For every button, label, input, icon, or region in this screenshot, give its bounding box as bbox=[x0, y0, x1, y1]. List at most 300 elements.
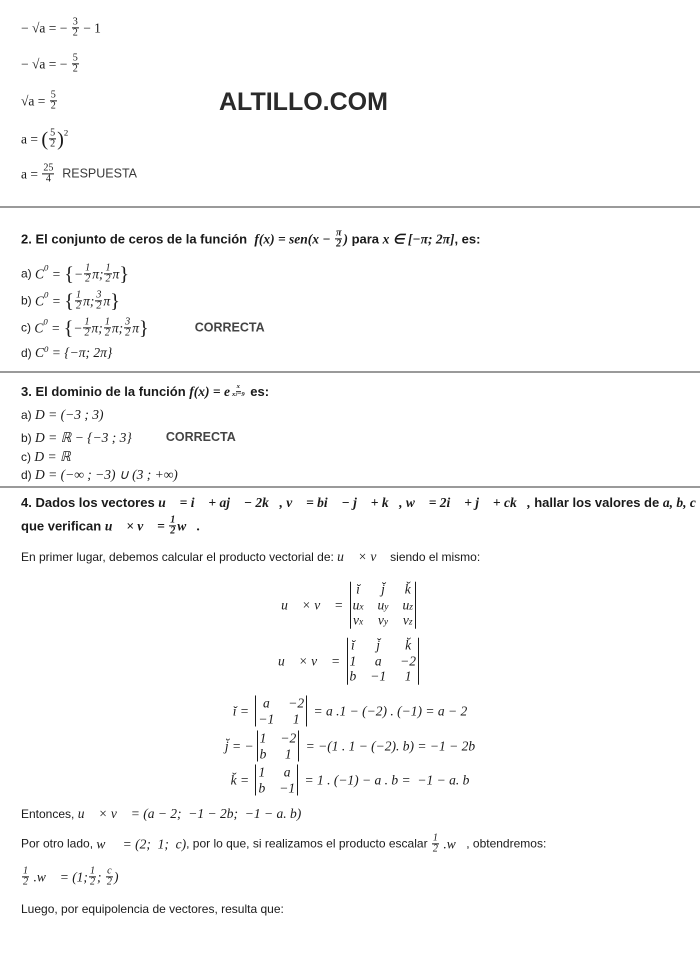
vector-v: v⃗ bbox=[311, 653, 328, 669]
text-run: √a = bbox=[21, 93, 49, 109]
text-run: −1 bbox=[279, 780, 296, 795]
big-bracket: { bbox=[64, 289, 75, 312]
text-run: = bbox=[48, 266, 65, 282]
text-run: = bbox=[176, 495, 191, 511]
text-run: x bbox=[358, 617, 364, 628]
text-run: π bbox=[335, 227, 342, 239]
text-run: f(x) = e bbox=[189, 384, 230, 400]
vector-w: w⃗ bbox=[96, 836, 116, 852]
text-run: 1 bbox=[23, 865, 29, 877]
math-expression bbox=[189, 384, 246, 400]
text-run: + c bbox=[489, 495, 510, 511]
vector-k: k⃗ bbox=[262, 495, 280, 511]
text-run: a = bbox=[21, 166, 42, 182]
text-run: π bbox=[112, 266, 120, 282]
fraction bbox=[89, 866, 96, 887]
text-run: es: bbox=[246, 384, 270, 400]
vector-u: u⃗ bbox=[281, 597, 299, 613]
text-run: b bbox=[258, 780, 266, 795]
text-run: π bbox=[103, 293, 111, 309]
math-expression bbox=[21, 866, 118, 887]
determinant-cell bbox=[402, 613, 412, 629]
determinant-cell bbox=[350, 653, 357, 669]
text-run: x bbox=[231, 390, 236, 398]
vector-w: w⃗ bbox=[446, 836, 467, 852]
text-run: a) bbox=[21, 266, 36, 281]
question-3-title bbox=[21, 384, 269, 400]
fraction bbox=[42, 163, 54, 184]
watermark-logo: ALTILLO.COM bbox=[219, 88, 388, 116]
text-run: 2 bbox=[170, 525, 176, 537]
text-run: siendo el mismo: bbox=[386, 549, 481, 564]
text-run: , por lo que, si realizamos el producto escalar bbox=[186, 836, 431, 851]
math-expression bbox=[96, 836, 186, 852]
text-run: 0 bbox=[43, 316, 48, 327]
fraction bbox=[72, 53, 79, 74]
text-run: k̆ bbox=[405, 637, 412, 653]
subscript bbox=[384, 602, 388, 612]
fraction-denominator bbox=[75, 302, 82, 312]
fraction-denominator bbox=[72, 65, 79, 75]
text-run: u bbox=[377, 597, 385, 613]
text-run: + bbox=[460, 495, 476, 511]
text-run: j̆ bbox=[376, 637, 381, 653]
text-run: 2 bbox=[50, 100, 56, 112]
text-run: = bbox=[48, 293, 65, 309]
text-run: k̆ = bbox=[230, 772, 253, 788]
text-run: 2 bbox=[76, 300, 82, 312]
fraction-denominator bbox=[45, 175, 52, 185]
text-run: j̆ = − bbox=[224, 738, 254, 754]
text-run: − bbox=[74, 266, 84, 282]
text-run: D = ℝ − {−3 ; 3} bbox=[35, 430, 132, 446]
math-expression bbox=[105, 515, 200, 536]
text-run: ĭ bbox=[356, 581, 360, 597]
q4-intro bbox=[21, 549, 480, 565]
text-run: 1 bbox=[292, 711, 300, 726]
determinant-cell bbox=[258, 780, 265, 796]
q2-option-c-line bbox=[21, 317, 265, 338]
text-run: b) bbox=[21, 293, 36, 308]
determinant-cell bbox=[378, 582, 389, 598]
text-run: = −(1 . 1 − (−2). b) = −1 − 2b bbox=[302, 738, 476, 754]
vector-u: u⃗ bbox=[104, 518, 123, 534]
half-w-line bbox=[21, 866, 118, 887]
subscript bbox=[409, 602, 413, 612]
divider bbox=[0, 206, 700, 208]
text-run: d) bbox=[21, 467, 36, 482]
text-run: 2 bbox=[63, 127, 69, 138]
text-run: 1 bbox=[170, 514, 176, 526]
text-run: = bbox=[153, 518, 169, 534]
determinant-cell bbox=[258, 711, 274, 727]
text-run: ĭ bbox=[350, 637, 355, 653]
text-run: c) bbox=[21, 320, 35, 335]
determinant-values bbox=[0, 638, 700, 685]
text-run: , bbox=[399, 495, 406, 511]
text-run: ; bbox=[97, 869, 105, 885]
vector-j: j⃗ bbox=[353, 495, 368, 511]
text-run: 1 bbox=[349, 653, 357, 669]
text-run: y bbox=[383, 617, 389, 628]
math-expression bbox=[35, 345, 112, 361]
fraction bbox=[95, 290, 102, 311]
text-run: = bbox=[47, 320, 64, 336]
fraction-denominator bbox=[335, 240, 342, 250]
text-run: C bbox=[35, 293, 45, 309]
q2-option-a bbox=[21, 263, 129, 284]
text-run: b bbox=[349, 668, 357, 684]
fraction-denominator bbox=[124, 329, 131, 339]
text-run: c) bbox=[21, 449, 35, 464]
text-run: z bbox=[409, 602, 413, 613]
text-run: 5 bbox=[50, 127, 56, 139]
determinant-cell bbox=[378, 597, 389, 613]
determinant-cell bbox=[353, 613, 364, 629]
text-run: . bbox=[30, 869, 37, 885]
q2-correct-label: CORRECTA bbox=[194, 320, 265, 335]
w-vector-line bbox=[21, 833, 546, 854]
determinant-cell bbox=[258, 695, 274, 711]
text-run: j̆ bbox=[381, 581, 385, 597]
determinant-cell bbox=[370, 653, 386, 669]
big-bracket: } bbox=[110, 289, 120, 312]
text-run: C bbox=[35, 266, 45, 282]
text-run: −1 bbox=[258, 711, 275, 726]
text-run: −1 bbox=[370, 668, 387, 684]
fraction-denominator bbox=[22, 878, 29, 888]
math-expression bbox=[78, 806, 302, 822]
determinant bbox=[257, 730, 300, 761]
text-run: = 2 bbox=[425, 495, 447, 511]
text-run: 2 bbox=[432, 843, 438, 855]
text-run: × bbox=[295, 653, 312, 669]
math-expression bbox=[35, 290, 120, 311]
text-run: × bbox=[298, 597, 315, 613]
determinant bbox=[255, 695, 307, 726]
text-run: 1 bbox=[404, 668, 412, 684]
math-expression bbox=[35, 407, 103, 423]
text-run: D = ℝ bbox=[34, 449, 71, 465]
vector-j: j⃗ bbox=[475, 495, 490, 511]
fraction bbox=[106, 866, 113, 887]
subscript bbox=[359, 618, 363, 628]
math-expression bbox=[663, 495, 696, 511]
math-expression bbox=[35, 467, 178, 483]
text-run: 1 bbox=[105, 262, 111, 274]
text-run: , es: bbox=[454, 231, 481, 247]
text-run: − √a = − bbox=[21, 56, 71, 72]
text-run: D = (−∞ ; −3) ∪ (3 ; +∞) bbox=[35, 467, 178, 483]
text-run: −2 bbox=[400, 653, 416, 669]
text-run: x bbox=[236, 383, 240, 391]
text-run: 2 bbox=[72, 63, 78, 75]
text-run: 2 bbox=[336, 238, 342, 250]
text-run bbox=[55, 166, 62, 182]
determinant-cell bbox=[288, 711, 304, 727]
question-4-title-line-1 bbox=[21, 495, 696, 511]
text-run: −2 bbox=[280, 730, 297, 746]
text-run: 2 bbox=[85, 273, 91, 285]
text-run: × bbox=[122, 518, 138, 534]
fraction-denominator bbox=[432, 845, 439, 855]
text-run: = {−π; 2π} bbox=[48, 345, 113, 361]
q3-option-a bbox=[21, 407, 103, 423]
determinant-cell bbox=[279, 764, 295, 780]
big-bracket: { bbox=[63, 316, 74, 339]
math-expression bbox=[21, 90, 58, 111]
determinant bbox=[255, 764, 298, 795]
determinant-cell bbox=[260, 730, 267, 746]
determinant-cell bbox=[279, 780, 295, 796]
vector-v: v⃗ bbox=[286, 495, 303, 511]
big-bracket: } bbox=[138, 316, 149, 339]
determinant-cell bbox=[400, 653, 416, 669]
q3-option-c bbox=[21, 449, 71, 465]
cross-product-result bbox=[21, 806, 301, 822]
fraction-denominator bbox=[95, 302, 102, 312]
text-run: 1 bbox=[89, 865, 95, 877]
math-expression bbox=[383, 231, 455, 247]
text-run: c bbox=[107, 865, 112, 877]
subscript bbox=[409, 618, 413, 628]
text-run: 2 bbox=[96, 300, 102, 312]
text-run: , bbox=[527, 495, 531, 511]
text-run: 1 bbox=[284, 746, 292, 761]
text-run: − bbox=[73, 320, 83, 336]
determinant-general bbox=[0, 582, 700, 629]
fraction bbox=[104, 317, 111, 338]
subscript bbox=[359, 602, 363, 612]
text-run: z bbox=[408, 617, 413, 628]
superscript bbox=[64, 128, 68, 137]
vector-w: w⃗ bbox=[36, 869, 57, 885]
text-run: × bbox=[354, 549, 371, 565]
superscript bbox=[230, 384, 247, 398]
equation-line bbox=[21, 53, 80, 74]
text-run: En primer lugar, debemos calcular el producto vectorial de: bbox=[21, 549, 338, 564]
vector-u: u⃗ bbox=[277, 653, 296, 669]
fraction-denominator bbox=[231, 392, 246, 399]
math-expression bbox=[21, 128, 68, 149]
fraction-denominator bbox=[89, 878, 96, 888]
fraction bbox=[231, 384, 246, 398]
vector-v: v⃗ bbox=[110, 806, 128, 822]
math-expression bbox=[337, 549, 387, 565]
text-run: − 1 bbox=[79, 20, 101, 36]
q3-option-b bbox=[21, 430, 132, 446]
math-expression bbox=[254, 228, 348, 249]
text-run: v bbox=[377, 612, 384, 628]
vector-u: u⃗ bbox=[158, 495, 177, 511]
answer-equation bbox=[21, 163, 62, 184]
text-run: D = (−3 ; 3) bbox=[35, 407, 104, 423]
text-run: a bbox=[262, 695, 270, 711]
text-run: ĭ = bbox=[232, 703, 253, 719]
vector-u: u⃗ bbox=[77, 806, 95, 822]
text-run: 1 bbox=[258, 764, 266, 780]
fraction-denominator bbox=[104, 329, 111, 339]
text-run: × bbox=[94, 806, 111, 822]
text-run: d) bbox=[21, 345, 36, 360]
determinant-cell bbox=[280, 746, 296, 762]
j-component bbox=[0, 730, 700, 761]
text-run: u bbox=[352, 597, 360, 613]
text-run: 3 bbox=[96, 289, 102, 301]
vector-v: v⃗ bbox=[370, 549, 387, 565]
fraction-denominator bbox=[83, 329, 90, 339]
text-run: 5 bbox=[72, 52, 78, 64]
fraction bbox=[169, 515, 176, 536]
math-expression bbox=[158, 495, 530, 511]
text-run: + bbox=[367, 495, 382, 511]
determinant-cell bbox=[353, 597, 364, 613]
text-run: f(x) = sen(x − bbox=[254, 231, 334, 247]
text-run: 5 bbox=[50, 89, 56, 101]
text-run: 0 bbox=[44, 344, 49, 355]
fraction bbox=[104, 263, 111, 284]
text-run: π; bbox=[111, 320, 124, 336]
fraction-denominator bbox=[84, 275, 91, 285]
text-run: π bbox=[132, 320, 139, 336]
text-run: 1 bbox=[259, 730, 267, 746]
equation-line bbox=[21, 17, 101, 38]
text-run: . bbox=[439, 836, 447, 852]
text-run: , obtendremos: bbox=[466, 836, 547, 851]
text-run: 2 bbox=[23, 876, 29, 888]
fraction-denominator bbox=[106, 878, 113, 888]
math-expression bbox=[21, 163, 62, 184]
text-run: = b bbox=[302, 495, 324, 511]
text-run: Por otro lado, bbox=[21, 836, 97, 851]
text-run: π; bbox=[92, 266, 104, 282]
fraction bbox=[50, 90, 57, 111]
fraction bbox=[72, 17, 79, 38]
text-run: Entonces, bbox=[21, 806, 78, 821]
text-run: = (a − 2; −1 − 2b; −1 − a. b) bbox=[127, 806, 302, 822]
text-run: 1 bbox=[76, 289, 82, 301]
text-run: 3. El dominio de la función bbox=[21, 384, 190, 400]
text-run: , bbox=[279, 495, 287, 511]
text-run: b bbox=[259, 746, 267, 761]
vector-w: w⃗ bbox=[405, 495, 426, 511]
big-bracket: { bbox=[64, 262, 75, 285]
text-run: que verifican bbox=[21, 518, 105, 534]
text-run: π; bbox=[91, 320, 103, 336]
k-component bbox=[0, 764, 700, 795]
vector-w: w⃗ bbox=[177, 518, 197, 534]
fraction-denominator bbox=[104, 275, 111, 285]
text-run: a bbox=[374, 653, 382, 669]
text-run: C bbox=[35, 345, 45, 361]
text-run: ) bbox=[343, 231, 348, 247]
text-run: 2 bbox=[105, 273, 111, 285]
text-run: 3 bbox=[72, 16, 78, 28]
divider bbox=[0, 371, 700, 373]
text-run: 2 bbox=[235, 391, 238, 397]
text-run: − 2 bbox=[240, 495, 263, 511]
determinant-cell bbox=[353, 582, 364, 598]
fraction bbox=[75, 290, 82, 311]
q2-option-b bbox=[21, 290, 120, 311]
text-run: x ∈ [−π; 2π] bbox=[382, 231, 455, 247]
text-run: a bbox=[283, 764, 291, 780]
math-expression bbox=[21, 17, 101, 38]
text-run: x bbox=[359, 602, 364, 613]
text-run: 4 bbox=[45, 173, 51, 185]
vector-j: j⃗ bbox=[226, 495, 241, 511]
fraction-denominator bbox=[49, 140, 56, 150]
vector-i: i⃗ bbox=[190, 495, 206, 511]
text-run: 2 bbox=[125, 327, 131, 339]
answer-tag: RESPUESTA bbox=[62, 166, 138, 181]
text-run: a) bbox=[21, 407, 36, 422]
text-run: = (2; 1; c) bbox=[115, 836, 187, 852]
determinant bbox=[347, 638, 420, 685]
text-run: ) bbox=[113, 869, 119, 885]
text-run: 2 bbox=[106, 876, 112, 888]
question-2-title bbox=[21, 228, 480, 249]
text-run: 1 bbox=[84, 316, 90, 328]
fraction bbox=[124, 317, 131, 338]
determinant-cell bbox=[288, 695, 304, 711]
text-run: −9 bbox=[237, 390, 245, 398]
text-run: 2 bbox=[72, 27, 78, 39]
text-run: v bbox=[402, 612, 409, 628]
text-run: hallar los valores de bbox=[530, 495, 663, 511]
math-expression bbox=[233, 695, 467, 726]
fraction-denominator bbox=[72, 29, 79, 39]
text-run: 2 bbox=[50, 138, 56, 150]
question-4-title-line-2 bbox=[21, 515, 200, 536]
math-expression bbox=[35, 263, 129, 284]
math-expression bbox=[231, 764, 470, 795]
text-run: π; bbox=[83, 293, 95, 309]
fraction bbox=[83, 317, 90, 338]
text-run: 2 bbox=[104, 327, 110, 339]
text-run: = 1 . (−1) − a . b = −1 − a. b bbox=[301, 772, 470, 788]
text-run: 0 bbox=[44, 289, 49, 300]
text-run: + a bbox=[205, 495, 227, 511]
text-run: 2 bbox=[89, 876, 95, 888]
fraction bbox=[49, 128, 56, 149]
fraction bbox=[84, 263, 91, 284]
determinant-cell bbox=[258, 764, 265, 780]
determinant-cell bbox=[402, 597, 412, 613]
text-run: = a .1 − (−2) . (−1) = a − 2 bbox=[310, 703, 468, 719]
math-expression bbox=[21, 53, 80, 74]
q3-option-d bbox=[21, 467, 178, 483]
math-expression bbox=[35, 430, 132, 446]
math-expression bbox=[34, 449, 70, 465]
q3-correct-label: CORRECTA bbox=[165, 430, 236, 445]
vector-v: v⃗ bbox=[314, 597, 331, 613]
big-bracket: } bbox=[119, 262, 130, 285]
vector-v: v⃗ bbox=[137, 518, 154, 534]
text-run: a = bbox=[21, 131, 42, 147]
divider bbox=[0, 486, 700, 488]
text-run: − √a = − bbox=[21, 20, 71, 36]
text-run: 0 bbox=[44, 262, 49, 273]
text-run: 2. El conjunto de ceros de la función bbox=[21, 231, 255, 247]
text-run: k̆ bbox=[404, 581, 411, 597]
vector-u: u⃗ bbox=[337, 549, 355, 565]
equation-line bbox=[21, 128, 68, 149]
fraction bbox=[432, 833, 439, 854]
text-run: 1 bbox=[104, 316, 110, 328]
text-run: v bbox=[352, 612, 359, 628]
math-expression bbox=[278, 638, 422, 685]
